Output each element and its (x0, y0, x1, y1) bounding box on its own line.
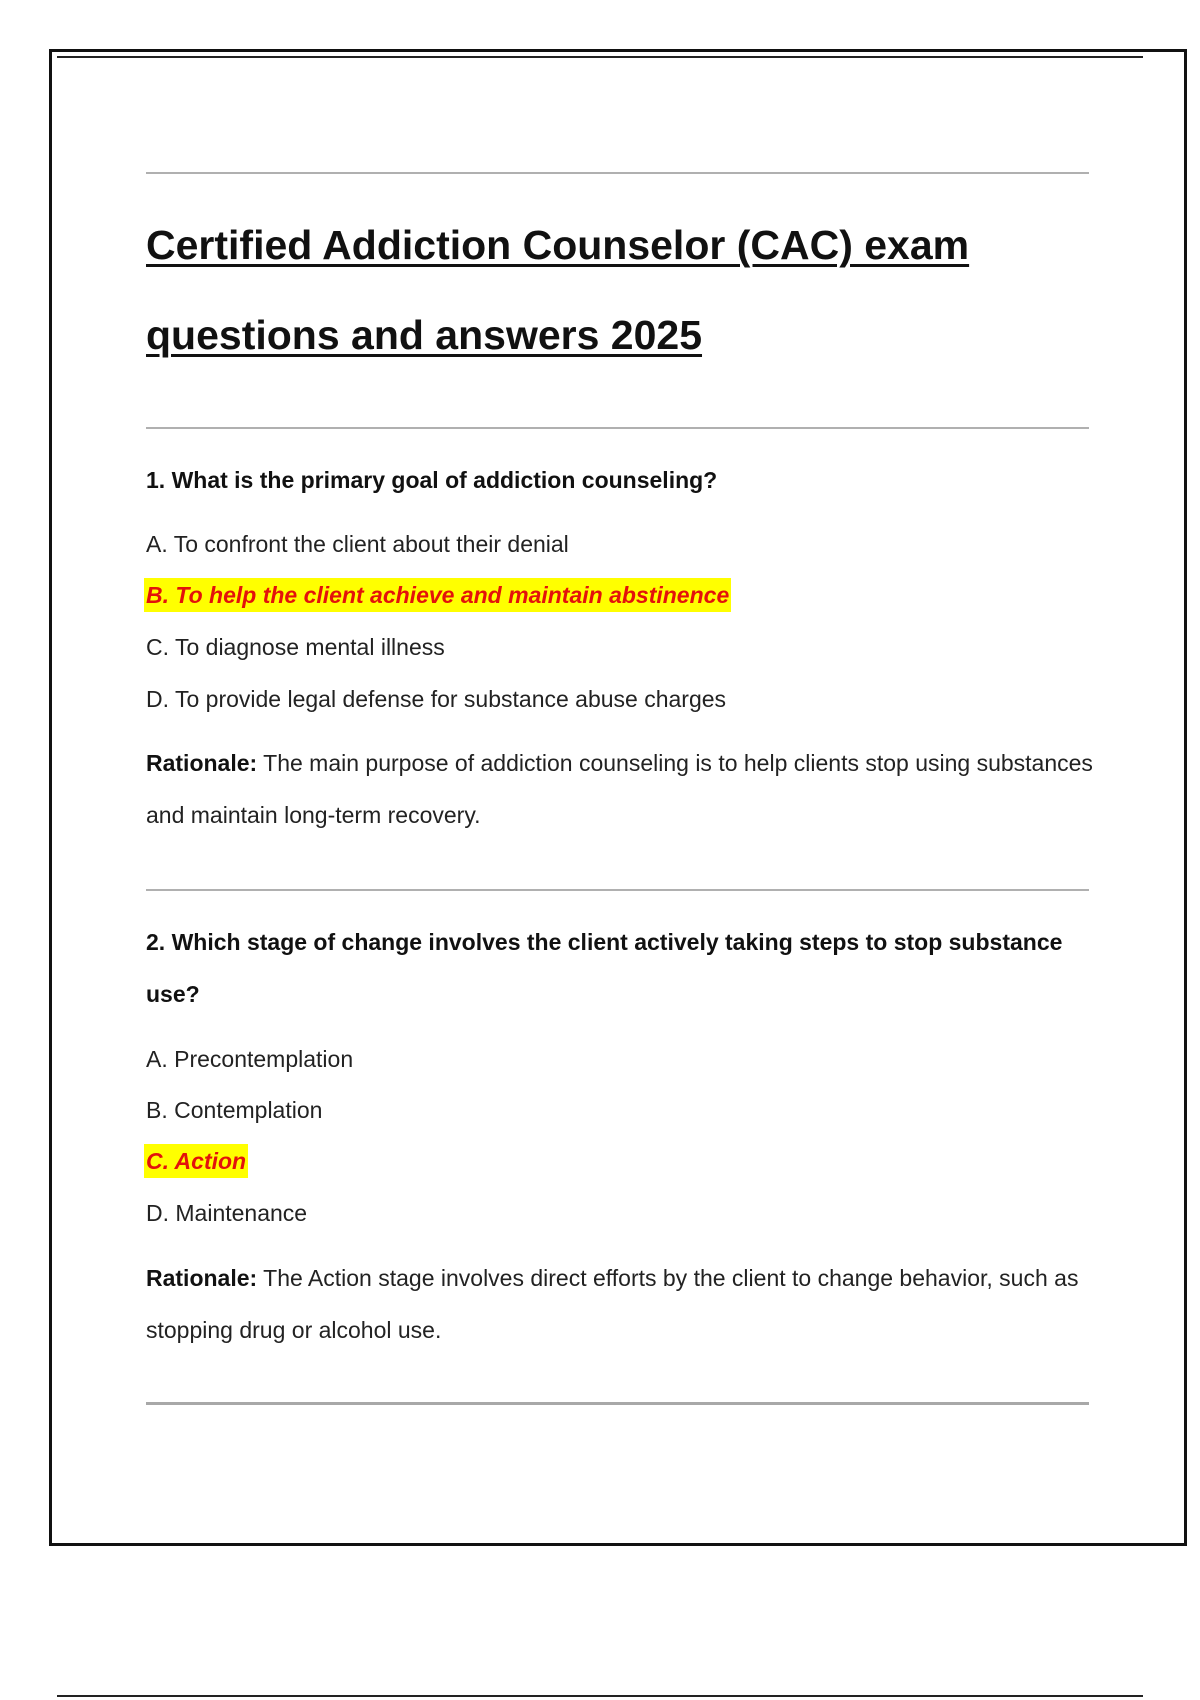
question-1-option-a: A. To confront the client about their denial (146, 531, 569, 557)
divider-between-questions (146, 889, 1089, 891)
title-line-1: Certified Addiction Counselor (CAC) exam (146, 222, 970, 268)
divider-bottom (146, 1402, 1089, 1405)
rationale-label: Rationale: (146, 750, 258, 776)
question-1-rationale (146, 737, 1096, 841)
divider-top (146, 172, 1089, 174)
next-page-top-rule (57, 1695, 1143, 1697)
divider-after-title (146, 427, 1089, 429)
question-2-option-b: B. Contemplation (146, 1097, 323, 1123)
rationale-text: The main purpose of addiction counseling is to help clients stop using substances and maintain long-term recovery. (146, 750, 1093, 828)
question-2-option-d: D. Maintenance (146, 1200, 308, 1226)
question-2-text: 2. Which stage of change involves the client actively taking steps to stop substance use? (146, 929, 1063, 1007)
document-title (146, 200, 1106, 380)
title-line-2: questions and answers 2025 (146, 312, 703, 358)
question-2-option-c-correct: C. Action (144, 1144, 248, 1178)
rationale-label: Rationale: (146, 1265, 258, 1291)
question-1-option-c: C. To diagnose mental illness (146, 634, 445, 660)
question-2-rationale (146, 1252, 1096, 1356)
question-1-option-b-correct: B. To help the client achieve and maintain abstinence (144, 578, 731, 612)
rationale-text: The Action stage involves direct efforts by the client to change behavior, such as stopping drug or alcohol use. (146, 1265, 1079, 1343)
question-1-text: 1. What is the primary goal of addiction counseling? (146, 467, 718, 493)
question-1-option-d: D. To provide legal defense for substance abuse charges (146, 686, 727, 712)
question-2-option-a: A. Precontemplation (146, 1046, 354, 1072)
